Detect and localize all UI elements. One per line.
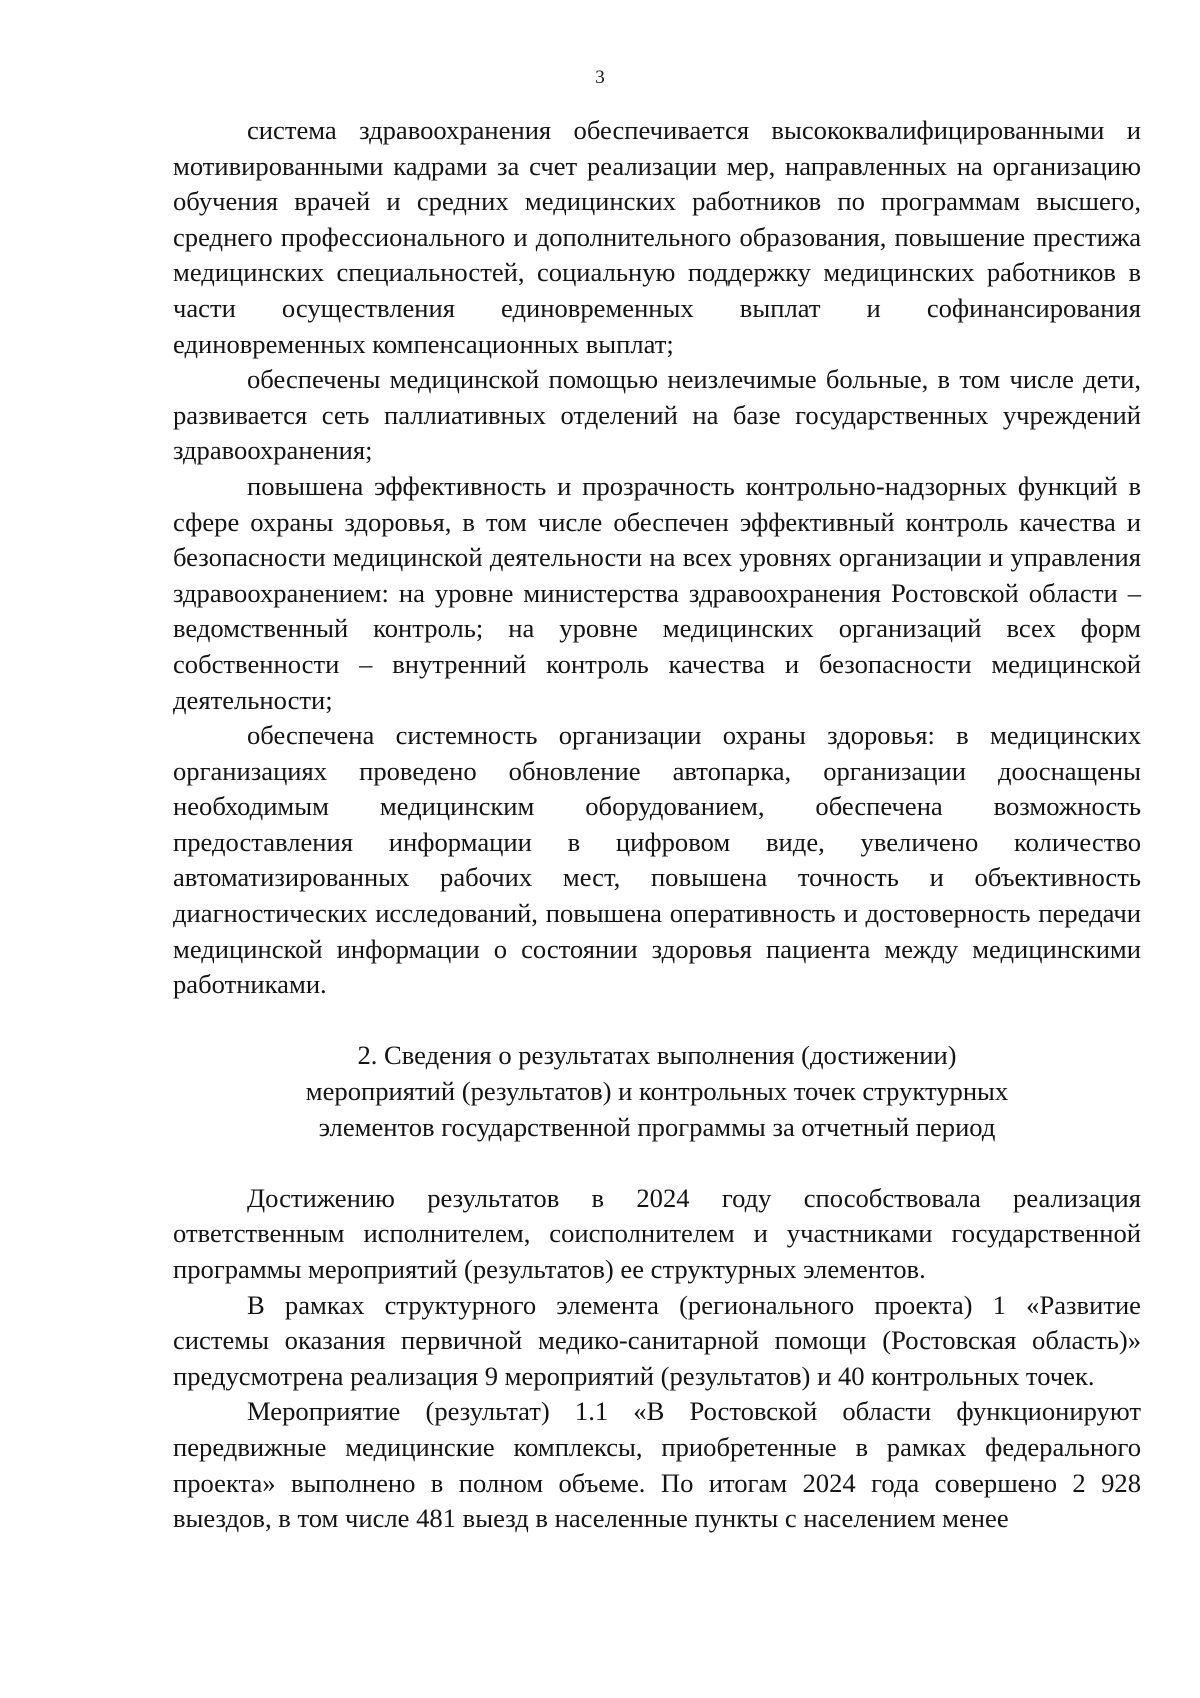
section-heading-line-1: 2. Сведения о результатах выполнения (достижении) bbox=[357, 1040, 957, 1071]
paragraph-measure-1-1: Мероприятие (результат) 1.1 «В Ростовской области функционируют передвижные медицинские комплексы, приобретенные в рамках федерального проекта» выполнено в полном объеме. По итогам 2024 года совершено 2 928 выездов, в том числе 481 выезд в населенные пункты с населением менее bbox=[173, 1396, 1141, 1534]
section-heading-line-3: элементов государственной программы за отчетный период bbox=[318, 1111, 996, 1142]
section-heading bbox=[173, 1003, 1141, 1181]
page-content bbox=[173, 113, 1141, 1537]
paragraph-system-organization: обеспечена системность организации охраны здоровья: в медицинских организациях проведено обновление автопарка, организации дооснащены необходимым медицинским оборудованием, обеспечена возможность предоставления информации в цифровом виде, увеличено количество автоматизированных рабочих мест, повышена точность и объективность диагностических исследований, повышена оперативность и достоверность передачи медицинской информации о состоянии здоровья пациента между медицинскими работниками. bbox=[173, 720, 1141, 1000]
paragraph-palliative-care: обеспечены медицинской помощью неизлечимые больные, в том числе дети, развивается сеть паллиативных отделений на базе государственных учреждений здравоохранения; bbox=[173, 364, 1141, 466]
paragraph-results-achievement: Достижению результатов в 2024 году способствовала реализация ответственным исполнителем, соисполнителем и участниками государственной программы мероприятий (результатов) ее структурных элементов. bbox=[173, 1182, 1141, 1284]
section-heading-line-2: мероприятий (результатов) и контрольных точек структурных bbox=[305, 1076, 1009, 1107]
paragraph-quality-control: повышена эффективность и прозрачность контрольно-надзорных функций в сфере охраны здоровья, в том числе обеспечен эффективный контроль качества и безопасности медицинской деятельности на всех уровнях организации и управления здравоохранением: на уровне министерства здравоохранения Ростовской области – ведомственный контроль; на уровне медицинских организаций всех форм собственности – внутренний контроль качества и безопасности медицинской деятельности; bbox=[173, 470, 1141, 715]
paragraph-regional-project-1: В рамках структурного элемента (регионального проекта) 1 «Развитие системы оказания первичной медико-санитарной помощи (Ростовская область)» предусмотрена реализация 9 мероприятий (результатов) и 40 контрольных точек. bbox=[173, 1289, 1141, 1391]
page-number: 3 bbox=[595, 67, 605, 88]
paragraph-healthcare-staff: система здравоохранения обеспечивается высококвалифицированными и мотивированными кадрами за счет реализации мер, направленных на организацию обучения врачей и средних медицинских работников по программам высшего, среднего профессионального и дополнительного образования, повышение престижа медицинских специальностей, социальную поддержку медицинских работников в части осуществления единовременных выплат и софинансирования единовременных компенсационных выплат; bbox=[173, 115, 1141, 359]
